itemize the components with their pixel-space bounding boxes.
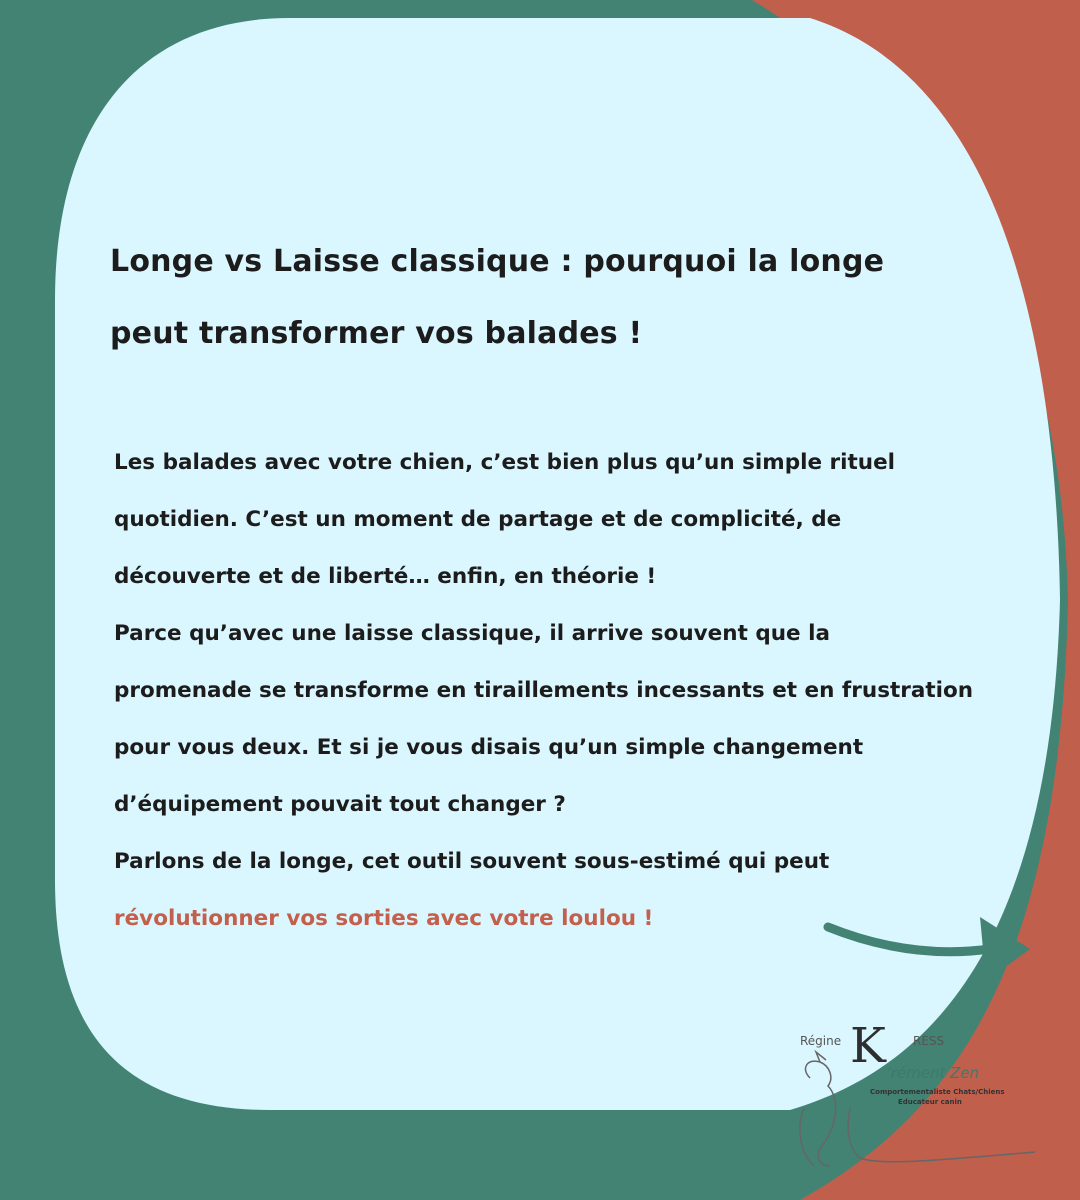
page-title xyxy=(110,226,970,370)
logo-first-name: Régine xyxy=(800,1034,842,1048)
arrow-right-icon[interactable] xyxy=(820,905,1035,990)
title-line-1: Longe vs Laisse classique : pourquoi la longe xyxy=(110,244,885,279)
logo-subtitle-2: Educateur canin xyxy=(898,1098,962,1106)
paragraph-intro: Les balades avec votre chien, c’est bien plus qu’un simple rituel quotidien. C’est un moment de partage et de complicité, de découverte et de liberté… enfin, en théorie ! xyxy=(114,450,896,589)
paragraph-problem: Parce qu’avec une laisse classique, il arrive souvent que la promenade se transforme en tiraillements incessants et en frustration pour vous deux. Et si je vous disais qu’un simple changement d’équipement pouvait tout changer ? xyxy=(114,621,974,817)
brand-logo xyxy=(790,1018,1035,1168)
logo-last-name: RESS xyxy=(913,1034,945,1048)
logo-k-letter: K xyxy=(850,1018,886,1074)
paragraph-solution-text: Parlons de la longe, cet outil souvent sous-estimé qui peut xyxy=(114,849,830,874)
highlight-text: révolutionner vos sorties avec votre loulou ! xyxy=(114,906,654,931)
logo-brand: ’rément Zen xyxy=(886,1064,980,1082)
title-line-2: peut transformer vos balades ! xyxy=(110,316,643,351)
logo-subtitle-1: Comportementaliste Chats/Chiens xyxy=(870,1088,1005,1096)
body-text xyxy=(114,434,974,947)
